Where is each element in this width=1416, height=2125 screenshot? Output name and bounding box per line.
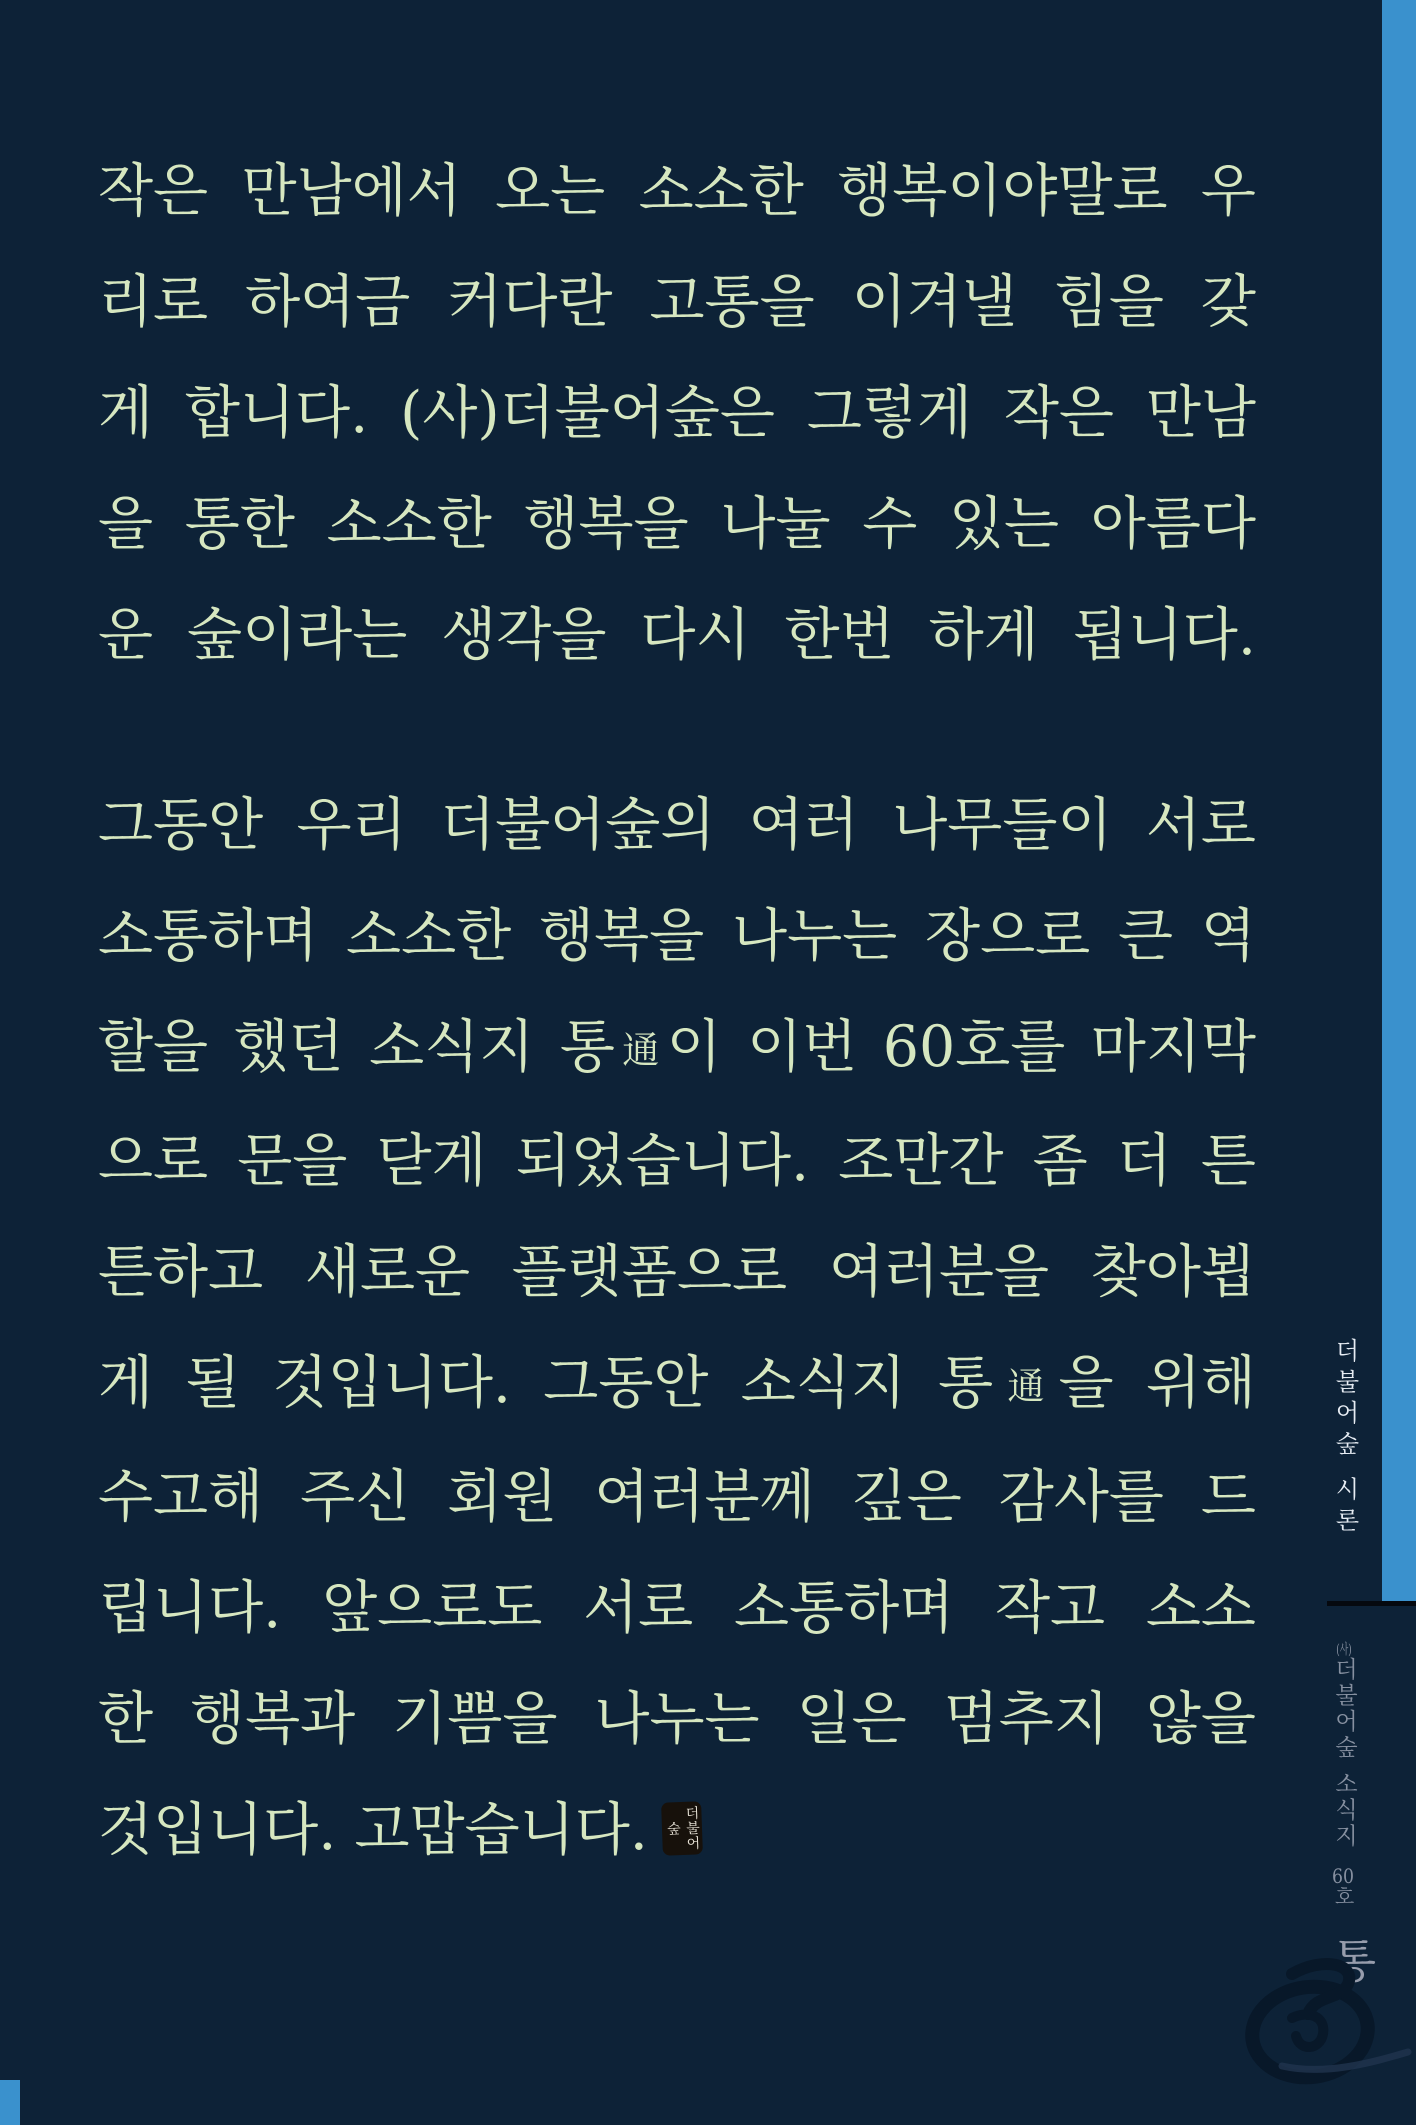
text-line <box>98 1775 1256 1886</box>
publication-prefix: (사) <box>1336 1643 1352 1657</box>
text-line: 을 통한 소소한 행복을 나눌 수 있는 아름다 <box>98 491 1256 557</box>
text-line: 그동안 우리 더불어숲의 여러 나무들이 서로 <box>98 792 1256 858</box>
issue-unit: 호 <box>1331 1886 1355 1909</box>
bottom-left-accent-tab <box>0 2080 20 2125</box>
text-line: 튼하고 새로운 플랫폼으로 여러분을 찾아뵙 <box>98 1239 1256 1305</box>
text-line: 립니다. 앞으로도 서로 소통하며 작고 소소 <box>98 1575 1256 1641</box>
sidebar-section-title: 더불어숲 시론 <box>1331 1338 1359 1539</box>
text-segment: 이 이번 60호를 마지막 <box>666 1014 1256 1080</box>
text-line <box>98 992 1256 1106</box>
essay-body <box>98 136 1256 1886</box>
text-line: 수고해 주신 회원 여러분께 깊은 감사를 드 <box>98 1464 1256 1530</box>
forest-stamp-icon: 더불어숲 <box>661 1801 703 1855</box>
text-segment: 을 위해 <box>1058 1350 1256 1416</box>
text-line: 운 숲이라는 생각을 다시 한번 하게 됩니다. <box>98 602 1256 668</box>
text-segment: 게 될 것입니다. 그동안 소식지 통 <box>98 1350 994 1416</box>
paragraph-2 <box>98 770 1256 1886</box>
sidebar-issue-number <box>1329 1866 1358 1909</box>
publication-name-text: 더불어숲 소식지 <box>1331 1657 1357 1850</box>
closing-sentence: 것입니다. 고맙습니다. <box>98 1797 648 1863</box>
hanja-tong: 通 <box>993 1365 1059 1408</box>
issue-number: 60 <box>1332 1866 1354 1886</box>
text-line: 리로 하여금 커다란 고통을 이겨낼 힘을 갖 <box>98 269 1256 335</box>
text-line <box>98 1328 1256 1442</box>
right-accent-band <box>1382 0 1416 1602</box>
text-line: 소통하며 소소한 행복을 나누는 장으로 큰 역 <box>98 903 1256 969</box>
text-line: 게 합니다. (사)더불어숲은 그렇게 작은 만남 <box>98 380 1256 446</box>
sidebar-divider-line <box>1327 1601 1416 1606</box>
sidebar-publication-name <box>1328 1643 1361 1849</box>
text-segment: 할을 했던 소식지 통 <box>98 1014 615 1080</box>
masthead-tong: 통 <box>1331 1934 1376 1988</box>
tong-seal-icon <box>1240 1952 1416 2092</box>
text-line: 으로 문을 닫게 되었습니다. 조만간 좀 더 튼 <box>98 1128 1256 1194</box>
text-line: 작은 만남에서 오는 소소한 행복이야말로 우 <box>98 158 1256 224</box>
text-line: 한 행복과 기쁨을 나누는 일은 멈추지 않을 <box>98 1686 1256 1752</box>
hanja-tong: 通 <box>614 1029 667 1072</box>
paragraph-1 <box>98 136 1256 691</box>
